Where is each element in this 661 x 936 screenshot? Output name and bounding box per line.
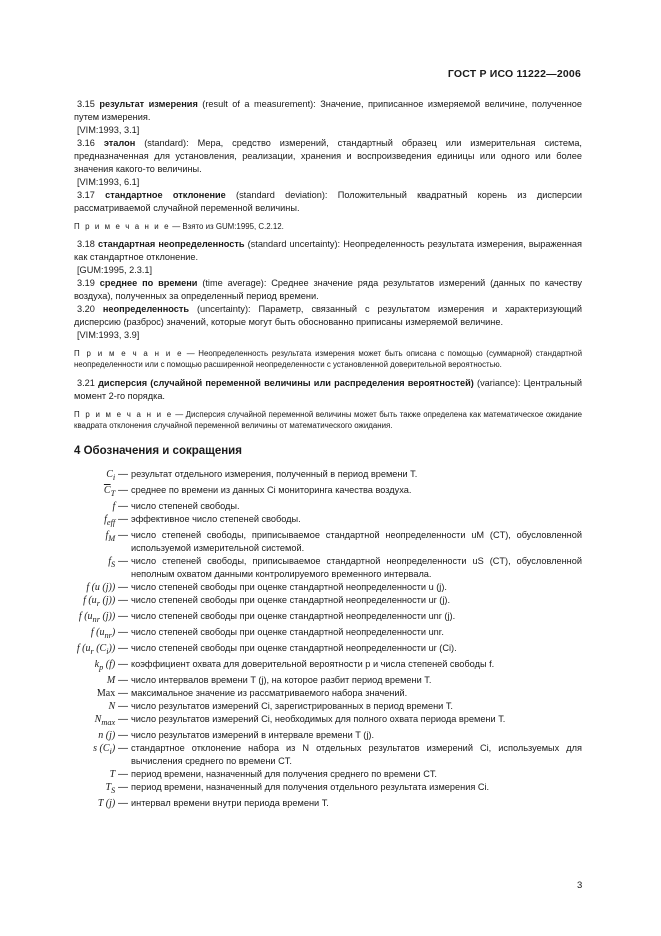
definition-number: 3.19 [77,278,100,289]
section-title: 4 Обозначения и сокращения [74,445,242,458]
symbol-key: M — [106,675,128,687]
symbol-description: период времени, назначенный для получения среднего по времени CT. [131,769,437,780]
symbol-description: число интервалов времени T (j), на которое разбит период времени T. [131,675,432,686]
definition-number: 3.20 [77,304,103,315]
definition-text: (standard deviation): Положительный квадратный корень из дисперсии рассматриваемой случайной переменной величины. [74,190,582,213]
symbol-description: число степеней свободы, приписываемое стандартной неопределенности uS (CT), обусловленной неполным охватом данными контролируемого временного интервала. [131,556,582,580]
definition-term: результат измерения [99,99,198,109]
symbol-key: f ($u_r$ (j)) — [83,595,128,609]
symbol-description: число результатов измерений в интервале времени T (j). [131,730,374,741]
symbol-key: $f_{eff}$ — [104,514,128,528]
definition-3-17 [74,189,582,215]
symbol-description: эффективное число степеней свободы. [131,514,301,525]
symbol-key: f ($u_{nr}$ (j)) — [78,611,128,625]
definition-text: (result of a measurement): Значение, приписанное измеряемой величине, полученное путем измерения. [74,99,582,122]
definition-3-19 [74,277,582,303]
symbols-list [50,468,582,810]
symbol-description: число степеней свободы при оценке стандартной неопределенности unr. [131,627,444,638]
symbol-key: T (j) — [97,798,128,810]
main-content [74,98,582,810]
symbol-key: f (u (j)) — [86,582,128,594]
definition-term: эталон [103,138,136,148]
symbol-description: число результатов измерений Ci, необходимых для полного охвата периода времени T. [131,714,506,725]
note-label: П р и м е ч а н и е [74,349,184,359]
definition-number: 3.17 [77,190,106,200]
definition-text: (uncertainty): Параметр, связанный с результатом измерения и характеризующий дисперсию (разброс) значений, которые могут быть обоснованно приписаны измеряемой величине. [74,304,583,328]
symbol-description: максимальное значение из рассматриваемого набора значений. [131,688,408,699]
definition-3-20 [74,303,582,329]
symbol-description: стандартное отклонение набора из N отдельных результатов измерений Ci, используемых для вычисления среднего по времени CT. [131,743,582,767]
symbol-description: число степеней свободы при оценке стандартной неопределенности u (j). [131,582,447,593]
definition-term: дисперсия (случайной переменной величины или распределения вероятностей) [98,377,474,388]
symbol-key: $\overline{C}_T$ — [103,485,128,499]
note-text: — Взято из GUM:1995, С.2.12. [170,222,284,231]
definition-reference: [VIM:1993, 3.1] [77,125,140,135]
symbol-key: $T_S$ — [105,782,128,796]
symbol-key: s $(C_i)$ — [93,743,128,757]
definition-note [74,221,582,232]
definition-text: (time average): Среднее значение ряда результатов измерений (данных по качеству воздуха), полученных за определенный период времени. [74,278,582,302]
definition-term: среднее по времени [99,278,198,289]
definition-text: (standard uncertainty): Неопределенность результата измерения, выраженная как стандартное отклонение. [74,239,582,263]
note-label: П р и м е ч а н и е [74,222,171,231]
symbol-description: число степеней свободы при оценке стандартной неопределенности ur (Ci). [131,643,457,654]
symbol-key: $f_S$ — [108,556,128,570]
symbol-key: $k_p$ (f) — [94,659,128,673]
symbol-key: $N_{max}$ — [94,714,128,728]
symbol-description: период времени, назначенный для получения отдельного результата измерения Ci. [131,782,490,793]
definition-3-21 [74,377,582,403]
symbol-key: f $(u_{nr})$ — [90,627,128,641]
symbol-key: $C_i$ — [106,469,128,483]
symbol-key: f ($u_r$ $(C_i)$) — [76,643,128,657]
symbol-description: число степеней свободы, приписываемое стандартной неопределенности uM (CT), обусловленной используемой измерительной системой. [131,530,582,554]
note-text: — Дисперсия случайной переменной величины может быть также определена как математическое ожидание квадрата отклонения случайной переменной величины от математического ожидания. [74,409,582,430]
symbol-description: число степеней свободы при оценке стандартной неопределенности unr (j). [131,611,456,622]
definition-3-18 [74,238,582,264]
symbol-key: $f_M$ — [105,530,128,544]
symbol-key: n (j) — [98,730,128,742]
symbol-description: коэффициент охвата для доверительной вероятности p и числа степеней свободы f. [131,659,495,670]
symbol-key: Max — [96,688,128,700]
definition-number: 3.16 [77,138,104,148]
definition-text: (variance): Центральный момент 2-го порядка. [74,377,582,401]
symbol-key: T — [109,769,128,781]
definition-reference: [VIM:1993, 6.1] [77,177,140,187]
document-header: ГОСТ Р ИСО 11222—2006 [447,68,581,80]
definition-number: 3.21 [77,377,99,388]
definition-reference: [GUM:1995, 2.3.1] [77,265,153,276]
definition-reference: [VIM:1993, 3.9] [77,330,140,341]
page-number: 3 [577,880,583,891]
symbol-description: результат отдельного измерения, полученный в период времени T. [131,469,418,480]
symbol-description: число результатов измерений Ci, зарегистрированных в период времени T. [131,701,453,712]
note-label: П р и м е ч а н и е [74,409,173,419]
symbol-key: f — [112,501,128,513]
definition-text: (standard): Мера, средство измерений, стандартный образец или измерительная система, предназначенная для установления, реализации, хранения и воспроизведения единицы или одного или более значения какого-то величины. [74,138,582,174]
symbol-description: число степеней свободы при оценке стандартной неопределенности ur (j). [131,595,451,606]
symbol-description: число степеней свободы. [131,501,240,512]
definition-term: неопределенность [102,304,190,315]
definitions-list [74,98,582,431]
definition-3-15 [74,98,582,124]
definition-term: стандартная неопределенность [98,239,245,250]
symbol-key: N — [108,701,128,713]
definition-note [74,348,582,370]
symbol-description: среднее по времени из данных Ci мониторинга качества воздуха. [131,485,412,496]
definition-term: стандартное отклонение [105,190,226,200]
definition-number: 3.18 [77,239,98,250]
symbol-description: интервал времени внутри периода времени T. [131,798,329,809]
definition-note [74,409,582,431]
definition-number: 3.15 [77,99,100,109]
definition-3-16 [74,137,582,176]
note-text: — Неопределенность результата измерения может быть описана с помощью (суммарной) стандартной неопределенности или с помощью расширенной неопределенности с установленной доверительной вероятностью. [74,349,582,370]
